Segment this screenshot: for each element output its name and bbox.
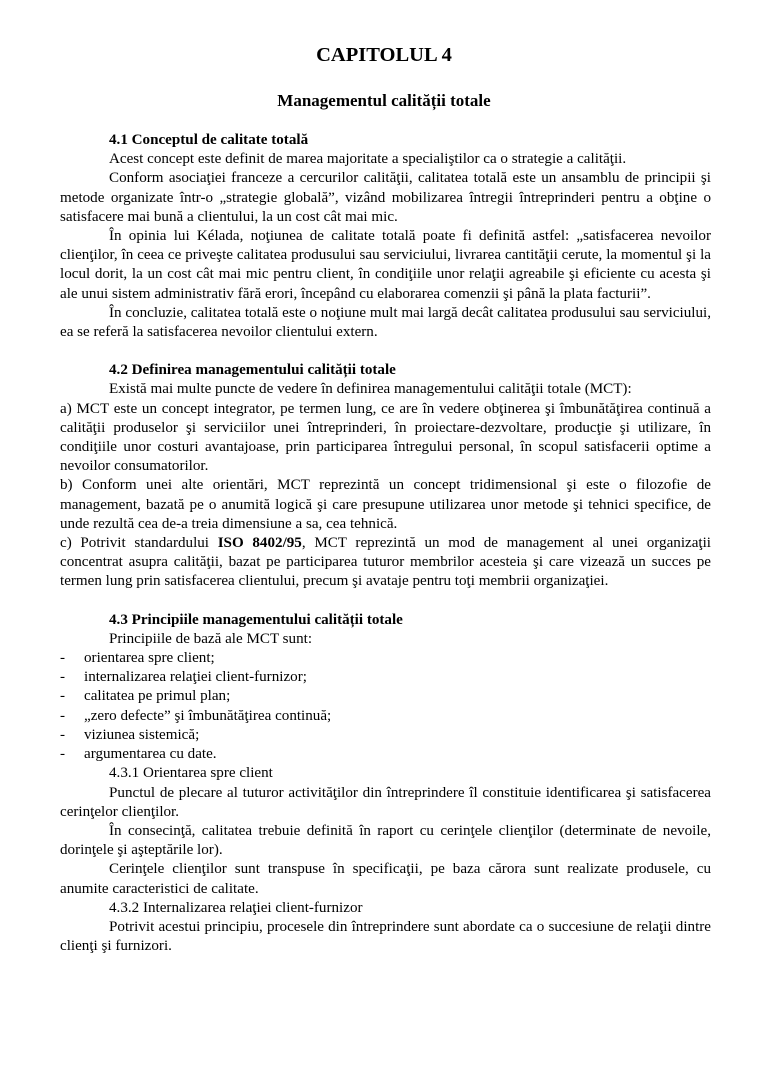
list-item-text: internalizarea relaţiei client-furnizor; [84,669,307,686]
paragraph: Punctul de plecare al tuturor activităţilor din întreprindere îl constituie identificarea şi satisfacerea cerinţelor clienţilor. [60,784,711,820]
dash-bullet: - [60,650,66,667]
definition-c-prefix: c) Potrivit standardului [60,535,218,552]
paragraph: În concluzie, calitatea totală este o noţiune mult mai largă decât calitatea produsului sau serviciului, ea se referă la satisfacerea nevoilor clientului extern. [60,304,711,341]
list-item-text: viziunea sistemică; [84,726,200,743]
paragraph: Potrivit acestui principiu, procesele din întreprindere sunt abordate ca o succesiune de relaţii dintre clienţi şi furnizori. [60,918,711,955]
paragraph: În opinia lui Kélada, noţiunea de calitate totală poate fi definită astfel: „satisfacerea nevoilor clienţilor, în ceea ce priveşte calitatea produsului sau serviciului, livrarea cantităţii cerute, la momentul şi la locul dorit, la un cost cât mai mic pentru client, în condiţiile unor relaţii agreabile şi eficiente cu acesta şi ale unui sistem administrativ fără erori, începând cu elaborarea comenzii şi până la plata facturii”. [60,228,711,302]
document-body [60,131,711,956]
dash-bullet: - [60,688,66,705]
list-item-text: calitatea pe primul plan; [84,688,231,705]
definition-c [60,534,711,592]
list-item [60,707,711,726]
list-item [60,745,711,764]
list-item [60,668,711,687]
dash-bullet: - [60,707,66,724]
list-item-text: argumentarea cu date. [84,746,217,763]
spacer [60,342,711,361]
paragraph: Principiile de bază ale MCT sunt: [109,630,313,647]
dash-bullet: - [60,746,66,763]
subsection-title-4-3-2: 4.3.2 Internalizarea relaţiei client-furnizor [109,899,363,916]
list-item-text: „zero defecte” şi îmbunătăţirea continuă; [84,707,332,724]
paragraph: Acest concept este definit de marea majoritate a specialiştilor ca o strategie a calităţii. [109,151,627,168]
section-heading-4-2: 4.2 Definirea managementului calității totale [109,362,396,379]
section-heading-4-1: 4.1 Conceptul de calitate totală [109,132,309,148]
paragraph: Există mai multe puncte de vedere în definirea managementului calităţii totale (MCT): [109,381,632,398]
paragraph: Conform asociaţiei franceze a cercurilor calităţii, calitatea totală este un ansamblu de principii şi metode organizate într-o „strategie globală”, vizând mobilizarea întregii întreprinderi pentru a obţine o satisfacere mai bună a clientului, la un cost cât mai mic. [60,170,711,225]
definition-c-text: , MCT reprezintă un mod de management al unei organizaţii concentrat asupra calităţii, bazat pe participarea tuturor membrilor acesteia şi care vizează un succes pe termen lung prin satisfacerea clientului, precum şi avataje pentru toţi membrii organizaţiei. [60,535,711,590]
definition-b: b) Conform unei alte orientări, MCT reprezintă un concept tridimensional şi este o filozofie de management, bazată pe o anumită logică şi care presupune utilizarea unor metode şi tehnici specifice, de unde rezultă cea de-a treia dimensiune a sa, cea tehnică. [60,477,711,532]
dash-bullet: - [60,726,66,743]
principles-list [60,649,711,764]
subsection-title-4-3-1: 4.3.1 Orientarea spre client [109,765,273,782]
definition-a: a) MCT este un concept integrator, pe termen lung, ce are în vedere obţinerea şi îmbunătăţirea continuă a calităţii produselor şi serviciilor unei întreprinderi, în proiectare-dezvoltare, producţie şi utilizare, în condiţiile unor costuri avantajoase, prin participarea întregului personal, în scopul satisfacerii optime a nevoilor consumatorilor. [60,400,711,475]
paragraph: În consecinţă, calitatea trebuie definită în raport cu cerinţele clienţilor (determinate de nevoile, dorinţele şi aşteptările lor). [60,822,711,859]
list-item [60,687,711,706]
spacer [60,592,711,611]
list-item [60,726,711,745]
paragraph: Cerinţele clienţilor sunt transpuse în specificaţii, pe baza cărora sunt realizate produsele, cu anumite caracteristici de calitate. [60,861,711,897]
list-item-text: orientarea spre client; [84,650,215,667]
page-title: Managementul calității totale [277,91,491,110]
section-heading-4-3: 4.3 Principiile managementului calității totale [109,611,403,628]
list-item [60,649,711,668]
dash-bullet: - [60,669,66,686]
chapter-title: CAPITOLUL 4 [316,44,452,66]
standard-reference: ISO 8402/95 [217,535,302,552]
